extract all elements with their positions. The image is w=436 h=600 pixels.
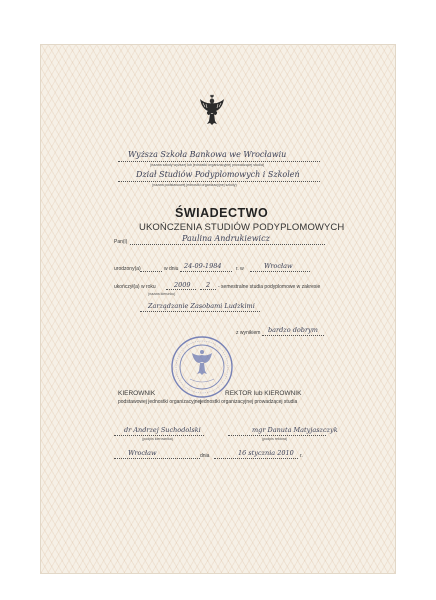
left-signatory-name: dr Andrzej Suchodolski bbox=[124, 426, 201, 434]
unit-name: Dział Studiów Podyplomowych i Szkoleń bbox=[136, 170, 300, 179]
birth-date-label: w dniu bbox=[164, 266, 179, 272]
right-signatory-name: mgr Danuta Matyjaszczyk bbox=[252, 426, 338, 434]
left-signature-caption: (podpis kierownika) bbox=[142, 437, 173, 441]
right-signature-rule bbox=[228, 435, 326, 436]
result-label: z wynikiem bbox=[236, 330, 261, 336]
completion-year: 2009 bbox=[174, 281, 191, 289]
unit-name-caption: (nazwa podstawowej jednostki organizacyjnej szkoły) bbox=[152, 183, 237, 187]
semesters-count: 2 bbox=[206, 281, 211, 289]
semesters-rule bbox=[200, 289, 216, 290]
birth-place: Wrocław bbox=[264, 262, 293, 270]
issue-place: Wrocław bbox=[128, 449, 157, 457]
result-rule bbox=[262, 335, 324, 336]
institution-name-rule bbox=[118, 161, 320, 162]
field-caption: (nazwa kierunku) bbox=[148, 292, 176, 296]
birth-place-rule bbox=[250, 271, 310, 272]
born-rule bbox=[140, 271, 162, 272]
institution-name: Wyższa Szkoła Bankowa we Wrocławiu bbox=[128, 150, 287, 159]
birth-date-rule bbox=[180, 271, 232, 272]
document-title: ŚWIADECTWO bbox=[175, 206, 269, 220]
study-field: Zarządzanie Zasobami Ludzkimi bbox=[148, 302, 255, 310]
left-signatory-title: KIEROWNIK bbox=[118, 390, 156, 397]
right-signatory-title: REKTOR lub KIEROWNIK bbox=[225, 390, 302, 397]
result-value: bardzo dobrym bbox=[268, 326, 318, 334]
birth-place-label: r. w bbox=[236, 266, 244, 272]
completion-year-rule bbox=[166, 289, 196, 290]
issue-date-suffix: r. bbox=[300, 453, 303, 459]
unit-name-rule bbox=[118, 181, 320, 182]
polish-eagle-emblem-icon bbox=[199, 94, 225, 126]
completion-label-start: ukończył(a) w roku bbox=[114, 284, 156, 290]
study-field-rule bbox=[140, 311, 260, 312]
document-subtitle: UKOŃCZENIA STUDIÓW PODYPLOMOWYCH bbox=[139, 222, 345, 233]
completion-label-end: - semestralne studia podyplomowe w zakresie bbox=[218, 284, 321, 290]
holder-prefix-label: Pan(i) bbox=[114, 239, 128, 245]
birth-date: 24-09-1984 bbox=[184, 262, 222, 270]
left-signature-rule bbox=[114, 435, 204, 436]
issue-date: 16 stycznia 2010 bbox=[238, 449, 294, 457]
left-signatory-caption: podstawowej jednostki organizacyjnej bbox=[118, 399, 202, 405]
issue-date-rule bbox=[214, 458, 298, 459]
issue-place-rule bbox=[114, 458, 200, 459]
right-signatory-caption: jednostki organizacyjnej prowadzącej studia bbox=[200, 399, 298, 405]
issue-date-label: dnia bbox=[200, 453, 210, 459]
holder-name-rule bbox=[130, 244, 325, 245]
right-signature-caption: (podpis rektora) bbox=[262, 437, 288, 441]
institution-name-caption: (nazwa szkoły wyższej lub jednostki organizacyjnej prowadzącej studia) bbox=[150, 163, 265, 167]
born-label: urodzony(a) bbox=[114, 266, 141, 272]
holder-name: Paulina Andrukiewicz bbox=[182, 234, 270, 243]
